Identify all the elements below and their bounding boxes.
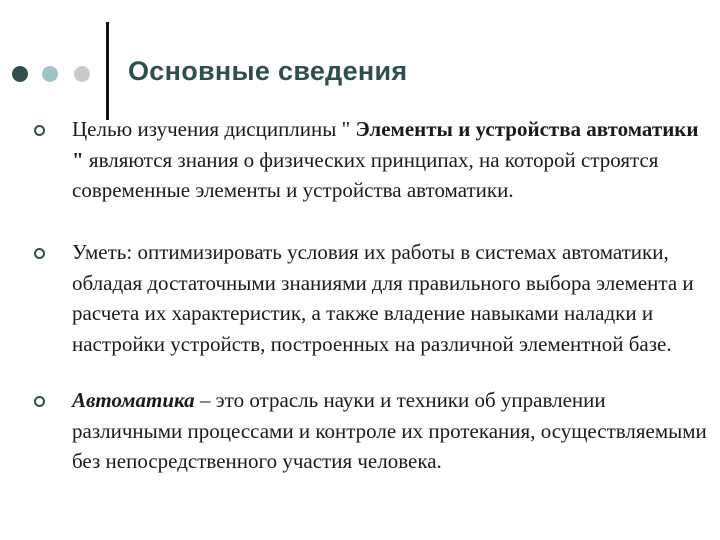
goal-intro: Целью изучения дисциплины " — [72, 117, 351, 141]
title-divider — [106, 22, 109, 120]
bullet-circle-icon — [34, 396, 45, 407]
goal-subject: Элементы и устройства автоматики " — [72, 117, 699, 172]
definition-text: – это отрасль науки и техники об управлении различными процессами и контроле их протекания, осуществляемыми без непосредственного участия человека. — [72, 388, 707, 474]
definition-term: Автоматика — [72, 388, 195, 412]
bullet-item-goal — [72, 114, 712, 206]
decor-dot-dark-icon — [12, 66, 28, 82]
bullet-circle-icon — [34, 125, 45, 136]
bullet-circle-icon — [34, 248, 45, 259]
slide-title: Основные сведения — [128, 56, 408, 86]
bullet-item-definition — [72, 385, 712, 477]
bullet-item-skills: Уметь: оптимизировать условия их работы в системах автоматики, обладая достаточными знаниями для правильного выбора элемента и расчета их характеристик, а также владение навыками наладки и настройки устройств, построенных на различной элементной базе. — [72, 240, 694, 356]
goal-rest: являются знания о физических принципах, на которой строятся современные элементы и устройства автоматики. — [72, 147, 659, 203]
decor-dot-mid-icon — [42, 66, 58, 82]
decor-dot-light-icon — [74, 66, 90, 82]
